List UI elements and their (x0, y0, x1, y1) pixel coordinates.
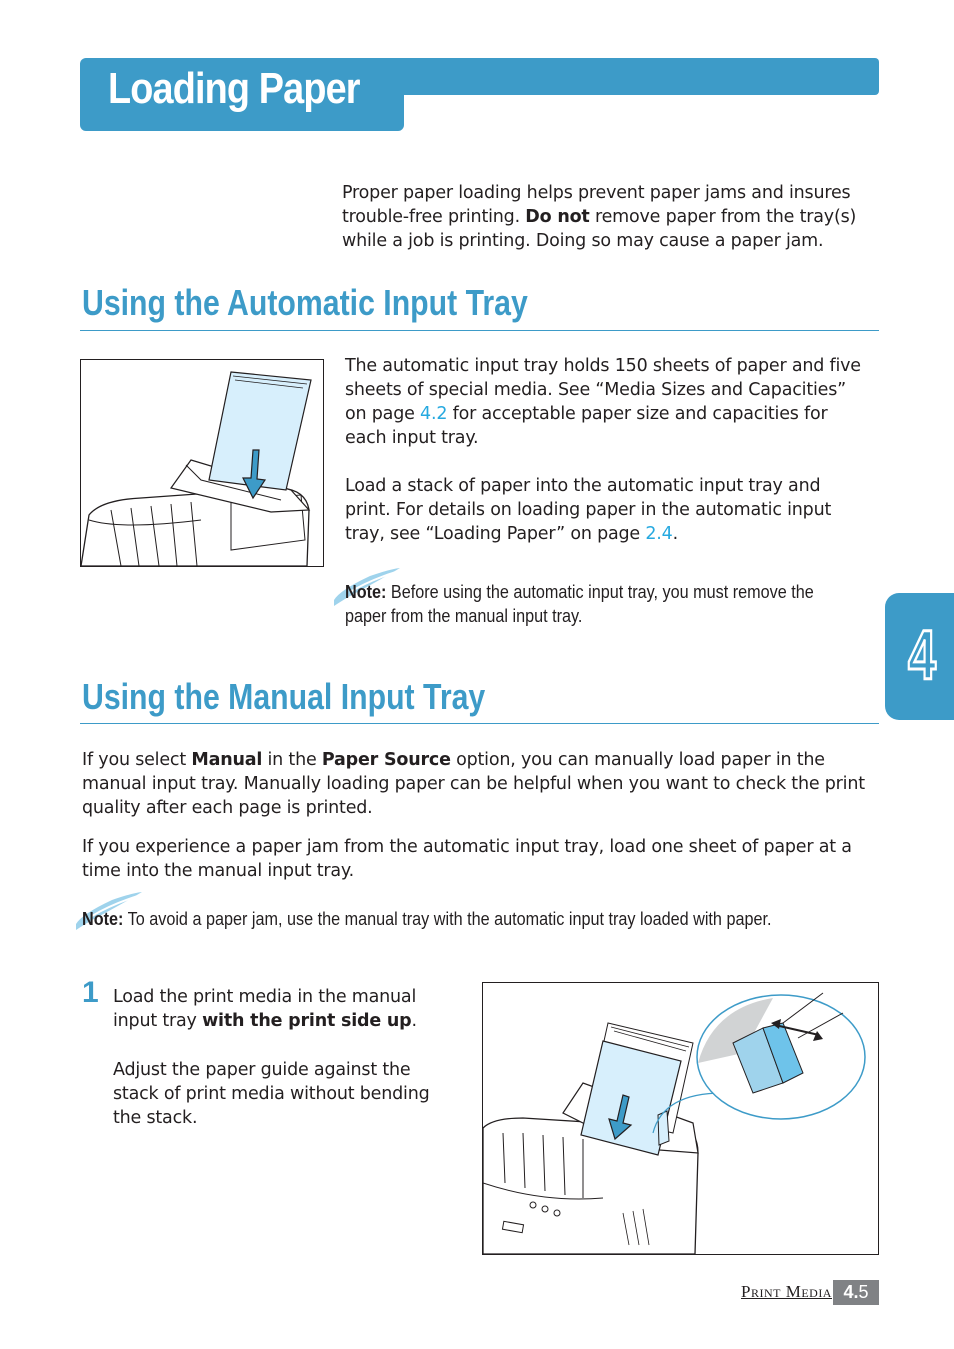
auto-tray-note: Note: Before using the automatic input tray, you must remove the paper from the manual input tray. (345, 582, 814, 626)
manual-tray-paragraph-1: If you select Manual in the Paper Source option, you can manually load paper in the manual input tray. Manually loading paper can be helpful when you want to check the print quality after each page is printed. (82, 750, 865, 818)
section-heading-automatic: Using the Automatic Input Tray (82, 282, 528, 323)
section-rule (80, 723, 879, 724)
page-link-2-4[interactable]: 2.4 (645, 524, 673, 544)
step-number: 1 (82, 976, 99, 1009)
chapter-tab-number: 4 (908, 616, 937, 694)
title-bar (404, 58, 879, 95)
section-heading-manual: Using the Manual Input Tray (82, 676, 486, 717)
page-title: Loading Paper (108, 64, 360, 113)
auto-tray-paragraph-2: Load a stack of paper into the automatic input tray and print. For details on loading paper in the automatic input tray, see “Loading Paper” on page 2.4. (345, 476, 832, 544)
automatic-tray-illustration (80, 359, 324, 567)
printer-illustration-manual (483, 983, 878, 1254)
step-1-adjust-text: Adjust the paper guide against the stack of print media without bending the stack. (113, 1060, 430, 1128)
step-1-text: Load the print media in the manual input tray with the print side up. (113, 987, 417, 1031)
manual-tray-illustration (482, 982, 879, 1255)
page-number-badge: 4.5 (833, 1280, 879, 1305)
section-rule (80, 330, 879, 331)
printer-illustration-auto (81, 360, 323, 566)
auto-tray-paragraph-1: The automatic input tray holds 150 sheets of paper and five sheets of special media. See “Media Sizes and Capacities” on page 4.2 for acceptable paper size and capacities for each input tray. (345, 356, 861, 448)
intro-paragraph: Proper paper loading helps prevent paper jams and insures trouble-free printing. Do not remove paper from the tray(s) while a job is printing. Doing so may cause a paper jam. (342, 183, 857, 251)
manual-tray-paragraph-2: If you experience a paper jam from the automatic input tray, load one sheet of paper at a time into the manual input tray. (82, 837, 852, 881)
manual-tray-note: Note: To avoid a paper jam, use the manual tray with the automatic input tray loaded with paper. (82, 909, 772, 929)
page-link-4-2[interactable]: 4.2 (420, 404, 448, 424)
footer-section-label: Print Media (741, 1282, 832, 1301)
